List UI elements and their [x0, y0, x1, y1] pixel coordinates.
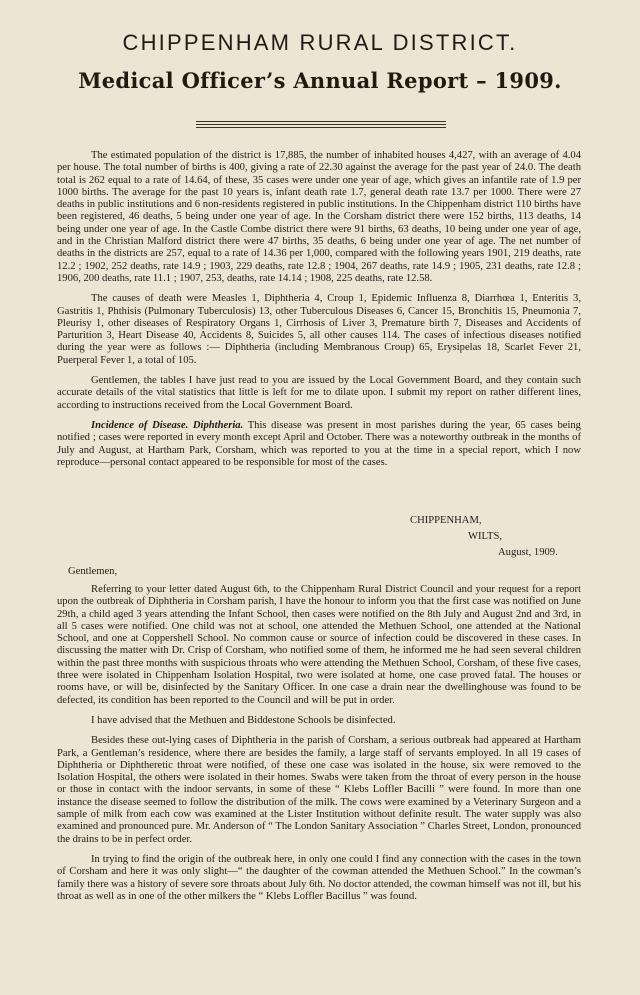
letter-place: CHIPPENHAM, — [410, 515, 482, 526]
population-paragraph: The estimated population of the district is 17,885, the number of inhabited houses 4,427, with an average of 4.04 per house. The total number of births is 400, giving a rate of 22.30 against the average for the past year of 24.0. The death total is 262 equal to a rate of 14.64, of these, 35 cases were under one year of age, which gives an infantile rate of 1.9 per 1000 births. The average for the past 10 years is, infant death rate 1.7, general death rate 13.7 per 1000. There were 27 deaths in public institutions and 6 non-residents registered in public institutions. In the Chippenham district 110 births have been registered, 46 deaths, 5 being under one year of age. In the Corsham district there were 152 births, 113 deaths, 14 being under one year of age. In the Castle Combe district there were 91 births, 63 deaths, 10 being under one year of age, and in the Christian Malford district there were 47 births, 35 deaths, 6 being under one year of age. The net number of deaths in the districts are 257, equal to a rate of 14.36 per 1,000, compared with the following years 1901, 219 deaths, rate 12.2 ; 1902, 252 deaths, rate 14.9 ; 1903, 229 deaths, rate 12.8 ; 1904, 267 deaths, rate 14.9 ; 1905, 231 deaths, rate 12.8 ; 1906, 200 deaths, rate 11.1 ; 1907, 253, deaths, rate 14.14 ; 1908, 225 deaths, rate 12.58. — [57, 150, 581, 284]
title-rule — [196, 127, 446, 128]
letter-paragraph: In trying to find the origin of the outbreak here, in only one could I find any connection with the cases in the town of Corsham and here it was only slight—“ the daughter of the cowman attended the Methuen School.” In the cowman’s family there was a history of severe sore throats about July 6th. No doctor attended, the cowman himself was not ill, but his throat as well as in one of the other milkers the “ Klebs Loffler Bacillus ” was found. — [57, 853, 581, 902]
letter-county: WILTS, — [468, 531, 503, 542]
letter-dateline — [410, 513, 590, 561]
tables-paragraph: Gentlemen, the tables I have just read to you are issued by the Local Government Board, and they contain such accurate details of the vital statistics that little is left for me to dilate upon. I submit my report on rather different lines, according to instructions received from the Local Government Board. — [57, 375, 581, 411]
title-rule — [196, 121, 446, 122]
causes-of-death-paragraph: The causes of death were Measles 1, Diphtheria 4, Croup 1, Epidemic Influenza 8, Diarrhœa 1, Enteritis 3, Gastritis 1, Phthisis (Pulmonary Tuberculosis) 13, other Tuberculous Diseases 6, Cancer 15, Bronchitis 15, Pneumonia 7, Pleurisy 1, other diseases of Respiratory Organs 1, Cirrhosis of Liver 3, Premature birth 7, Diseases and Accidents of Parturition 3, Heart Disease 40, Accidents 8, Suicides 5, all other causes 114. The cases of infectious diseases notified during the year were as follows :— Diphtheria (including Membranous Croup) 65, Erysipelas 18, Scarlet Fever 21, Puerperal Fever 1, a total of 105. — [57, 293, 581, 366]
district-heading: CHIPPENHAM RURAL DISTRICT. — [122, 30, 518, 55]
title-rule — [196, 124, 446, 125]
letter-paragraph: Besides these out-lying cases of Diphtheria in the parish of Corsham, a serious outbreak had appeared at Hartham Park, a Gentleman’s residence, where there are besides the family, a large staff of servants employed. In all 19 cases of Diphtheria or Diphtheretic throat were notified, of these one case was isolated in the house, six were removed to the Isolation Hospital, the others were isolated in their homes. Swabs were taken from the throat of every person in the house or those in contact with the indoor servants, in some of these “ Klebs Loffler Bacilli ” were found. In more than one instance the disease seemed to follow the distribution of the milk. The cows were examined by a Veterinary Surgeon and a sample of milk from each cow was examined at the Lister Institution without definite result. The water supply was also examined and pronounced pure. Mr. Anderson of “ The London Sanitary Association ” Charles Street, London, pronounced the drains to be in perfect order. — [57, 735, 581, 845]
letter-paragraph: Referring to your letter dated August 6th, to the Chippenham Rural District Council and your request for a report upon the outbreak of Diphtheria in Corsham parish, I have the honour to inform you that the first case was notified on June 29th, a child aged 3 years attending the Infant School, then cases were notified on the 8th July and August 2nd and 3rd, in all 5 cases were notified. One child was not at school, one attended the Methuen School, one attended at the National School, and one at Coppershell School. No common cause or source of infection could be discovered in these cases. In discussing the matter with Dr. Crisp of Corsham, who notified some of them, he informed me he had seen several children within the past three months with suspicious throats who were attending the Methuen School, Corsham, of these five cases, three were isolated in Chippenham Isolation Hospital, two were isolated at home, one case proved fatal. The houses or rooms have, or will be, disinfected by the Sanitary Officer. In one case a drain near the dwellinghouse was found to be defected, its condition has been reported to the Council and will be put in order. — [57, 584, 581, 706]
report-title: Medical Officer’s Annual Report – 1909. — [78, 68, 562, 93]
incidence-heading: Incidence of Disease. Diphtheria. — [91, 419, 244, 431]
incidence-paragraph — [57, 420, 581, 469]
incidence-text: This disease was present in most parishes during the year, 65 cases being notified ; cases were reported in every month except April and October. There was a noteworthy outbreak in the months of July and August, at Hartham Park, Corsham, which was reported to you at the time in a special report, which I now reproduce—personal contact appeared to be responsible for most of the cases. — [57, 419, 581, 468]
letter-paragraph: I have advised that the Methuen and Biddestone Schools be disinfected. — [91, 714, 396, 726]
intro-section — [57, 150, 581, 477]
letter-body — [57, 584, 581, 911]
letter-date: August, 1909. — [498, 547, 558, 558]
letter-salutation: Gentlemen, — [68, 566, 118, 577]
